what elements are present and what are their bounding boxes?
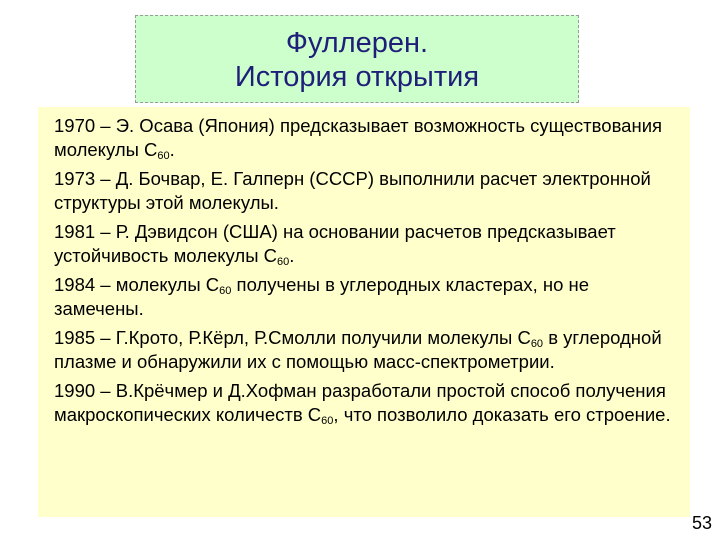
history-entry-1985	[54, 326, 680, 374]
entry-text-end: получены в углеродных кластерах, но не замечены.	[54, 274, 590, 319]
entry-text: 1984 – молекулы С	[54, 274, 220, 295]
entry-text: 1973 – Д. Бочвар, Е. Галперн (СССР) выполнили расчет электронной структуры этой молекулы.	[54, 168, 651, 213]
history-entry-1984	[54, 273, 680, 321]
slide-title	[135, 15, 579, 103]
title-line-2: История открытия	[234, 61, 480, 93]
entry-subscript: 60	[219, 285, 232, 297]
entry-text: 1981 – Р. Дэвидсон (США) на основании расчетов предсказывает устойчивость молекулы С	[54, 221, 616, 266]
entry-subscript: 60	[277, 256, 290, 268]
entry-text: 1970 – Э. Осава (Япония) предсказывает возможность существования молекулы С	[54, 115, 663, 160]
history-entry-1973	[54, 167, 680, 215]
history-entry-1990	[54, 379, 680, 427]
entry-text-end: в углеродной плазме и обнаружили их с помощью масс-спектрометрии.	[54, 327, 662, 372]
history-entry-1981	[54, 220, 680, 268]
entry-text: 1990 – В.Крёчмер и Д.Хофман разработали простой способ получения макроскопических количеств С	[54, 380, 666, 425]
entry-subscript: 60	[530, 338, 544, 350]
page-number: 53	[691, 513, 712, 533]
history-entry-1970	[54, 114, 680, 162]
entry-text-end: .	[289, 245, 295, 266]
entry-subscript: 60	[157, 150, 170, 162]
entry-text-end: , что позволило доказать его строение.	[333, 404, 671, 425]
entry-subscript: 60	[321, 415, 334, 427]
entry-text-end: .	[169, 139, 175, 160]
history-list	[38, 107, 690, 517]
entry-text: 1985 – Г.Крото, Р.Кёрл, Р.Смолли получили молекулы С	[54, 327, 531, 348]
title-line-1: Фуллерен.	[285, 27, 429, 59]
